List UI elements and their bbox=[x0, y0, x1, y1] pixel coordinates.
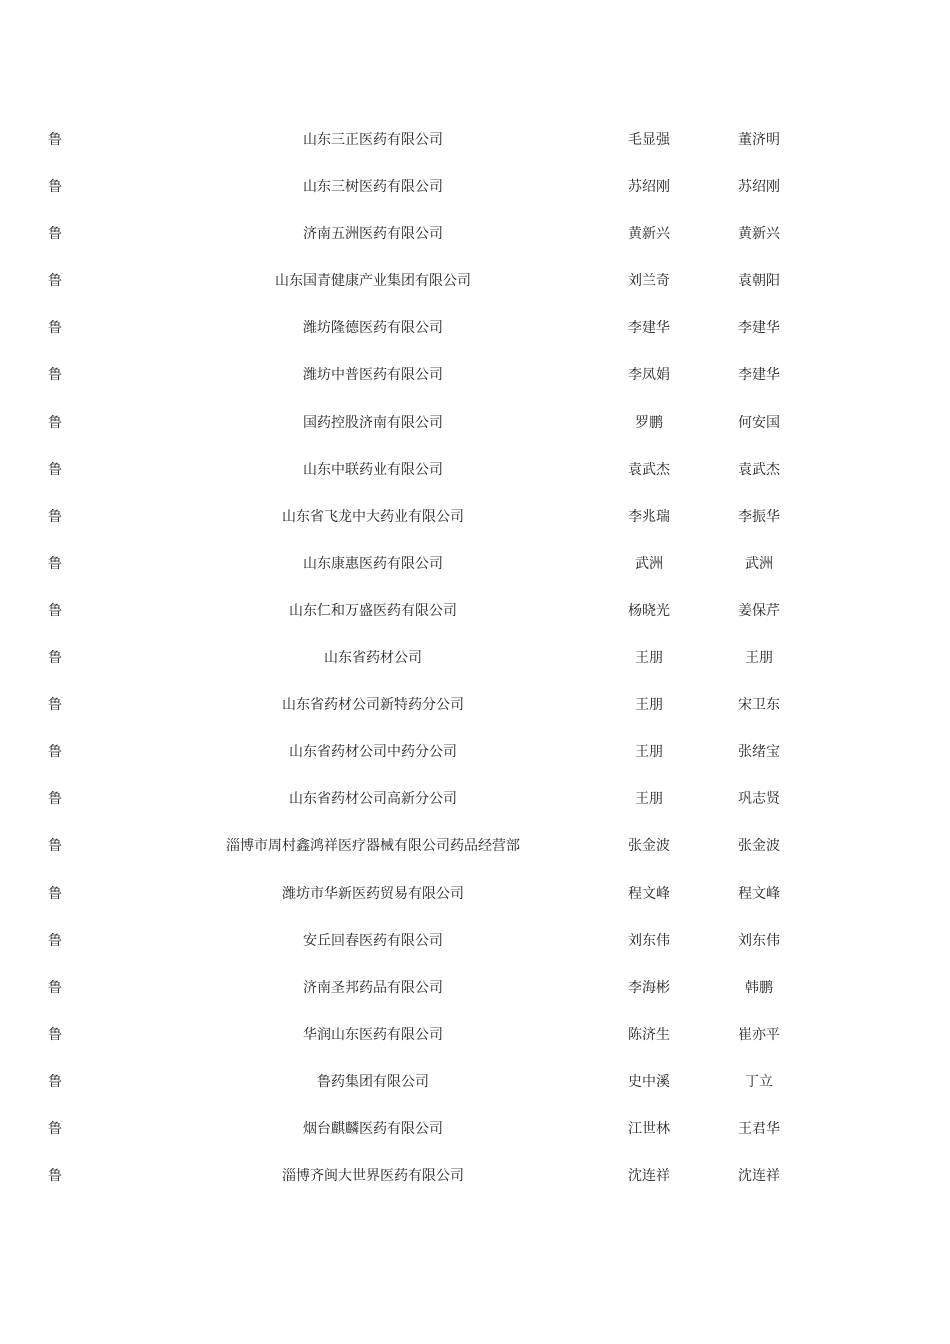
legal-representative-cell: 黄新兴 bbox=[628, 226, 670, 243]
responsible-person-cell: 姜保芹 bbox=[738, 602, 780, 619]
province-cell: 鲁 bbox=[48, 461, 62, 478]
table-row bbox=[0, 211, 950, 258]
company-name-cell: 国药控股济南有限公司 bbox=[303, 414, 443, 431]
company-name-cell: 山东省药材公司 bbox=[324, 650, 422, 667]
legal-representative-cell: 李凤娟 bbox=[628, 367, 670, 384]
table-row bbox=[0, 1012, 950, 1059]
responsible-person-cell: 刘东伟 bbox=[738, 932, 780, 949]
table-row bbox=[0, 541, 950, 588]
table-row bbox=[0, 729, 950, 776]
legal-representative-cell: 刘兰奇 bbox=[628, 273, 670, 290]
responsible-person-cell: 李建华 bbox=[738, 367, 780, 384]
legal-representative-cell: 李建华 bbox=[628, 320, 670, 337]
province-cell: 鲁 bbox=[48, 1026, 62, 1043]
company-name-cell: 潍坊中普医药有限公司 bbox=[303, 367, 443, 384]
responsible-person-cell: 宋卫东 bbox=[738, 697, 780, 714]
province-cell: 鲁 bbox=[48, 697, 62, 714]
province-cell: 鲁 bbox=[48, 555, 62, 572]
responsible-person-cell: 李建华 bbox=[738, 320, 780, 337]
responsible-person-cell: 张绪宝 bbox=[738, 744, 780, 761]
responsible-person-cell: 黄新兴 bbox=[738, 226, 780, 243]
legal-representative-cell: 史中溪 bbox=[628, 1073, 670, 1090]
table-row bbox=[0, 164, 950, 211]
company-name-cell: 山东省药材公司中药分公司 bbox=[289, 744, 457, 761]
table-row bbox=[0, 1106, 950, 1153]
legal-representative-cell: 袁武杰 bbox=[628, 461, 670, 478]
legal-representative-cell: 杨晓光 bbox=[628, 602, 670, 619]
province-cell: 鲁 bbox=[48, 979, 62, 996]
legal-representative-cell: 王朋 bbox=[635, 791, 663, 808]
province-cell: 鲁 bbox=[48, 414, 62, 431]
responsible-person-cell: 崔亦平 bbox=[738, 1026, 780, 1043]
table-row bbox=[0, 305, 950, 352]
company-name-cell: 山东仁和万盛医药有限公司 bbox=[289, 602, 457, 619]
company-table bbox=[0, 117, 950, 1200]
table-row bbox=[0, 823, 950, 870]
legal-representative-cell: 刘东伟 bbox=[628, 932, 670, 949]
responsible-person-cell: 何安国 bbox=[738, 414, 780, 431]
company-name-cell: 淄博市周村鑫鸿祥医疗器械有限公司药品经营部 bbox=[226, 838, 520, 855]
company-name-cell: 潍坊隆德医药有限公司 bbox=[303, 320, 443, 337]
legal-representative-cell: 陈济生 bbox=[628, 1026, 670, 1043]
table-row bbox=[0, 258, 950, 305]
table-row bbox=[0, 400, 950, 447]
province-cell: 鲁 bbox=[48, 932, 62, 949]
responsible-person-cell: 袁朝阳 bbox=[738, 273, 780, 290]
company-name-cell: 潍坊市华新医药贸易有限公司 bbox=[282, 885, 464, 902]
responsible-person-cell: 李振华 bbox=[738, 508, 780, 525]
legal-representative-cell: 李海彬 bbox=[628, 979, 670, 996]
company-name-cell: 山东三树医药有限公司 bbox=[303, 179, 443, 196]
legal-representative-cell: 李兆瑞 bbox=[628, 508, 670, 525]
responsible-person-cell: 张金波 bbox=[738, 838, 780, 855]
legal-representative-cell: 程文峰 bbox=[628, 885, 670, 902]
company-name-cell: 山东国青健康产业集团有限公司 bbox=[275, 273, 471, 290]
responsible-person-cell: 王君华 bbox=[738, 1120, 780, 1137]
table-row bbox=[0, 117, 950, 164]
province-cell: 鲁 bbox=[48, 273, 62, 290]
legal-representative-cell: 毛显强 bbox=[628, 132, 670, 148]
province-cell: 鲁 bbox=[48, 650, 62, 667]
company-name-cell: 淄博齐闽大世界医药有限公司 bbox=[282, 1168, 464, 1185]
company-name-cell: 山东省飞龙中大药业有限公司 bbox=[282, 508, 464, 525]
legal-representative-cell: 江世林 bbox=[628, 1120, 670, 1137]
table-row bbox=[0, 682, 950, 729]
responsible-person-cell: 巩志贤 bbox=[738, 791, 780, 808]
table-row bbox=[0, 1153, 950, 1200]
province-cell: 鲁 bbox=[48, 838, 62, 855]
province-cell: 鲁 bbox=[48, 320, 62, 337]
responsible-person-cell: 沈连祥 bbox=[738, 1168, 780, 1185]
province-cell: 鲁 bbox=[48, 508, 62, 525]
responsible-person-cell: 韩鹏 bbox=[745, 979, 773, 996]
responsible-person-cell: 武洲 bbox=[745, 555, 773, 572]
legal-representative-cell: 王朋 bbox=[635, 744, 663, 761]
responsible-person-cell: 董济明 bbox=[738, 132, 780, 148]
province-cell: 鲁 bbox=[48, 226, 62, 243]
province-cell: 鲁 bbox=[48, 179, 62, 196]
responsible-person-cell: 程文峰 bbox=[738, 885, 780, 902]
table-row bbox=[0, 918, 950, 965]
legal-representative-cell: 沈连祥 bbox=[628, 1168, 670, 1185]
company-name-cell: 山东中联药业有限公司 bbox=[303, 461, 443, 478]
responsible-person-cell: 苏绍刚 bbox=[738, 179, 780, 196]
province-cell: 鲁 bbox=[48, 602, 62, 619]
company-name-cell: 安丘回春医药有限公司 bbox=[303, 932, 443, 949]
legal-representative-cell: 罗鹏 bbox=[635, 414, 663, 431]
province-cell: 鲁 bbox=[48, 1168, 62, 1185]
table-row bbox=[0, 871, 950, 918]
legal-representative-cell: 王朋 bbox=[635, 697, 663, 714]
province-cell: 鲁 bbox=[48, 1120, 62, 1137]
table-row bbox=[0, 352, 950, 399]
table-row bbox=[0, 776, 950, 823]
table-row bbox=[0, 588, 950, 635]
table-row bbox=[0, 1059, 950, 1106]
company-name-cell: 烟台麒麟医药有限公司 bbox=[303, 1120, 443, 1137]
legal-representative-cell: 张金波 bbox=[628, 838, 670, 855]
company-name-cell: 山东省药材公司新特药分公司 bbox=[282, 697, 464, 714]
responsible-person-cell: 袁武杰 bbox=[738, 461, 780, 478]
company-name-cell: 山东省药材公司高新分公司 bbox=[289, 791, 457, 808]
responsible-person-cell: 丁立 bbox=[745, 1073, 773, 1090]
table-row bbox=[0, 635, 950, 682]
company-name-cell: 华润山东医药有限公司 bbox=[303, 1026, 443, 1043]
company-name-cell: 济南圣邦药品有限公司 bbox=[303, 979, 443, 996]
company-name-cell: 山东三正医药有限公司 bbox=[303, 132, 443, 148]
province-cell: 鲁 bbox=[48, 367, 62, 384]
province-cell: 鲁 bbox=[48, 1073, 62, 1090]
province-cell: 鲁 bbox=[48, 885, 62, 902]
table-row bbox=[0, 494, 950, 541]
responsible-person-cell: 王朋 bbox=[745, 650, 773, 667]
company-name-cell: 鲁药集团有限公司 bbox=[317, 1073, 429, 1090]
legal-representative-cell: 苏绍刚 bbox=[628, 179, 670, 196]
company-name-cell: 山东康惠医药有限公司 bbox=[303, 555, 443, 572]
company-name-cell: 济南五洲医药有限公司 bbox=[303, 226, 443, 243]
province-cell: 鲁 bbox=[48, 132, 62, 148]
province-cell: 鲁 bbox=[48, 791, 62, 808]
legal-representative-cell: 王朋 bbox=[635, 650, 663, 667]
legal-representative-cell: 武洲 bbox=[635, 555, 663, 572]
table-row bbox=[0, 447, 950, 494]
table-row bbox=[0, 965, 950, 1012]
province-cell: 鲁 bbox=[48, 744, 62, 761]
